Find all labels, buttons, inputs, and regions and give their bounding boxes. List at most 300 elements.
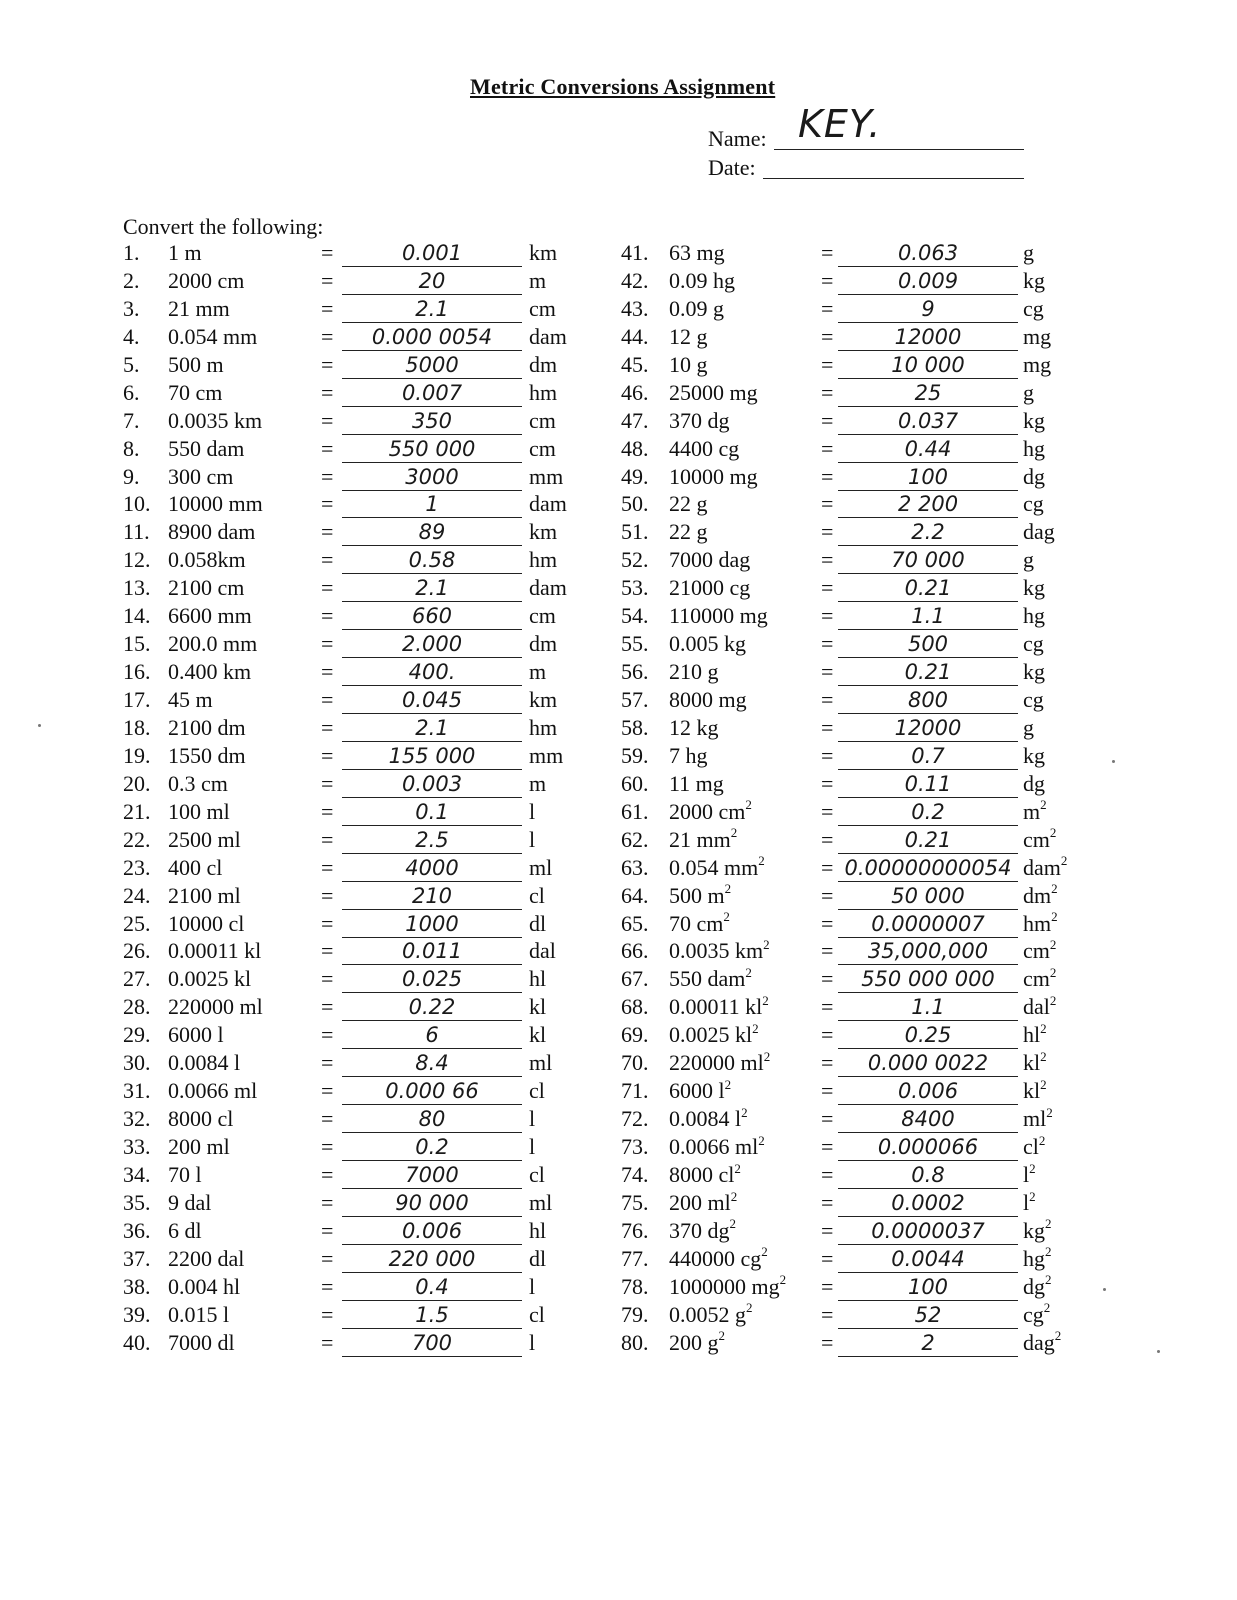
equals-sign: =: [821, 1134, 834, 1159]
target-unit-text: l: [529, 1273, 536, 1299]
problem-number: 35.: [123, 1189, 151, 1215]
problem-quantity: [669, 827, 737, 853]
problem-number: 79.: [621, 1301, 649, 1327]
target-unit-text: km: [529, 240, 558, 265]
problem-row: [621, 1134, 1081, 1162]
date-underline: [763, 178, 1024, 179]
problem-number: 11.: [123, 519, 150, 545]
equals-sign: =: [821, 1273, 834, 1299]
problem-quantity: [168, 547, 246, 573]
problem-quantity: [168, 408, 262, 434]
answer-blank: 0.21: [838, 827, 1018, 854]
problem-row: [123, 631, 583, 659]
target-unit-text: cm: [529, 435, 556, 461]
equals-sign: =: [321, 267, 334, 293]
problem-row: [123, 491, 583, 519]
problem-quantity: [168, 464, 233, 490]
equals-sign: =: [321, 798, 334, 824]
problem-quantity: [669, 1218, 736, 1244]
target-unit-text: ml: [529, 1189, 553, 1215]
answer-blank: 0.000066: [838, 1134, 1018, 1161]
problem-quantity-text: 400 cl: [168, 854, 223, 880]
problem-number: 50.: [621, 491, 649, 517]
target-unit: [529, 827, 535, 853]
target-unit: [1023, 1050, 1047, 1076]
problem-number: 1.: [123, 240, 140, 265]
target-unit-text: kg: [1023, 659, 1045, 685]
problem-quantity: [669, 631, 746, 657]
equals-sign: =: [821, 994, 834, 1020]
answer-blank: 550 000: [342, 436, 522, 463]
equals-sign: =: [821, 491, 834, 517]
equals-sign: =: [321, 435, 334, 461]
problem-quantity-text: 2100 dm: [168, 714, 246, 740]
problem-quantity-text: 500 m: [168, 351, 224, 377]
problem-row: [123, 966, 583, 994]
target-unit: [529, 771, 546, 797]
problem-row: [123, 1078, 583, 1106]
answer-blank: 0.000 0022: [838, 1050, 1018, 1077]
answer-blank: 0.001: [342, 240, 522, 267]
target-unit-text: hm: [529, 379, 558, 405]
problem-quantity: [669, 268, 735, 294]
answer-blank: 2: [838, 1330, 1018, 1357]
answer-blank: 0.037: [838, 408, 1018, 435]
problem-row: [123, 547, 583, 575]
problem-quantity: [669, 575, 750, 601]
problem-quantity: [669, 1302, 753, 1328]
problem-quantity: [168, 240, 202, 266]
problem-quantity: [168, 268, 244, 294]
problem-exponent: 2: [779, 1272, 787, 1288]
answer-blank: 9: [838, 296, 1018, 323]
equals-sign: =: [821, 854, 834, 880]
problem-number: 40.: [123, 1329, 151, 1355]
target-unit-text: hg: [1023, 1245, 1045, 1271]
equals-sign: =: [821, 1245, 834, 1271]
target-unit: [1023, 547, 1034, 573]
problem-quantity: [669, 547, 750, 573]
problem-row: [621, 659, 1081, 687]
equals-sign: =: [821, 295, 834, 321]
problem-exponent: 2: [729, 1216, 736, 1232]
target-unit: [529, 1106, 535, 1132]
problem-quantity: [669, 799, 752, 825]
problem-row: [621, 603, 1081, 631]
equals-sign: =: [821, 770, 834, 796]
problem-quantity-text: 0.00011 kl: [168, 938, 262, 964]
target-unit-text: mm: [529, 742, 564, 768]
equals-sign: =: [321, 407, 334, 433]
answer-blank: 8400: [838, 1106, 1018, 1133]
problem-row: [123, 268, 583, 296]
problem-quantity-text: 0.0084 l: [669, 1106, 742, 1132]
problem-quantity: [669, 1274, 786, 1300]
problem-row: [621, 1218, 1081, 1246]
problem-quantity-text: 8000 cl: [168, 1106, 234, 1132]
answer-blank: 1: [342, 491, 522, 518]
equals-sign: =: [821, 910, 834, 936]
target-unit-text: kg: [1023, 575, 1045, 601]
problem-quantity-text: 0.0025 kl: [168, 966, 252, 992]
problem-quantity: [669, 687, 747, 713]
left-column: [123, 240, 583, 1358]
problem-number: 54.: [621, 603, 649, 629]
problem-quantity-text: 220000 ml: [669, 1050, 764, 1076]
target-unit-text: l: [529, 798, 536, 824]
unit-exponent: 2: [1045, 1216, 1052, 1232]
equals-sign: =: [821, 1217, 834, 1243]
problem-number: 74.: [621, 1161, 649, 1187]
equals-sign: =: [821, 379, 834, 405]
problem-number: 17.: [123, 687, 151, 712]
equals-sign: =: [321, 1050, 334, 1076]
problem-quantity-text: 1550 dm: [168, 742, 246, 768]
problem-quantity: [168, 575, 244, 601]
problem-row: [621, 631, 1081, 659]
target-unit: [529, 1330, 535, 1356]
answer-blank: 20: [342, 268, 522, 295]
target-unit-text: cl: [529, 1301, 545, 1327]
problem-quantity-text: 12 kg: [669, 714, 719, 740]
target-unit-text: l: [1023, 1161, 1030, 1187]
target-unit: [1023, 827, 1056, 853]
problem-quantity-text: 0.058km: [168, 547, 246, 573]
answer-blank: 220 000: [342, 1246, 522, 1273]
problem-quantity-text: 0.004 hl: [168, 1273, 241, 1299]
target-unit-text: dg: [1023, 770, 1045, 796]
problem-quantity-text: 6000 l: [168, 1022, 224, 1048]
target-unit-text: m: [1023, 798, 1041, 824]
target-unit-text: cm: [529, 603, 556, 629]
equals-sign: =: [321, 491, 334, 517]
problem-quantity-text: 10000 cl: [168, 910, 245, 936]
problem-number: 29.: [123, 1022, 151, 1048]
date-label: Date:: [708, 155, 756, 180]
target-unit-text: cg: [1023, 491, 1044, 517]
problem-row: [621, 799, 1081, 827]
answer-blank: 0.8: [838, 1162, 1018, 1189]
answer-blank: 12000: [838, 324, 1018, 351]
equals-sign: =: [821, 687, 834, 712]
target-unit-text: g: [1023, 547, 1034, 573]
problem-number: 32.: [123, 1106, 151, 1132]
problem-number: 78.: [621, 1273, 649, 1299]
problem-quantity-text: 4400 cg: [669, 435, 740, 461]
problem-quantity-text: 200.0 mm: [168, 631, 258, 657]
target-unit: [1023, 1218, 1052, 1244]
answer-blank: 0.063: [838, 240, 1018, 267]
problem-exponent: 2: [745, 797, 752, 813]
problem-number: 55.: [621, 631, 649, 657]
equals-sign: =: [321, 1161, 334, 1187]
answer-blank: 8.4: [342, 1050, 522, 1077]
problem-quantity-text: 0.00011 kl: [669, 994, 763, 1020]
answer-blank: 89: [342, 519, 522, 546]
problem-number: 42.: [621, 267, 649, 293]
unit-exponent: 2: [1040, 1076, 1047, 1092]
problem-number: 71.: [621, 1078, 649, 1104]
problem-row: [621, 715, 1081, 743]
answer-blank: 0.00000000054: [838, 855, 1018, 882]
problem-quantity: [669, 1106, 748, 1132]
problem-number: 46.: [621, 379, 649, 405]
problem-number: 41.: [621, 240, 649, 265]
problem-row: [123, 994, 583, 1022]
target-unit: [529, 1050, 552, 1076]
problem-number: 26.: [123, 938, 151, 964]
problem-quantity: [168, 491, 263, 517]
equals-sign: =: [321, 742, 334, 768]
target-unit-text: l: [529, 1106, 536, 1132]
problem-quantity-text: 6600 mm: [168, 603, 252, 629]
problem-number: 80.: [621, 1329, 649, 1355]
equals-sign: =: [821, 547, 834, 573]
target-unit: [1023, 1246, 1052, 1272]
answer-blank: 0.4: [342, 1274, 522, 1301]
equals-sign: =: [821, 575, 834, 601]
problem-row: [123, 771, 583, 799]
answer-blank: 52: [838, 1302, 1018, 1329]
equals-sign: =: [321, 966, 334, 992]
problem-quantity: [669, 1246, 768, 1272]
problem-quantity-text: 6000 l: [669, 1078, 725, 1104]
problem-quantity-text: 0.015 l: [168, 1301, 230, 1327]
problem-quantity: [168, 715, 246, 741]
problem-quantity: [669, 240, 725, 266]
problem-quantity: [168, 1078, 257, 1104]
target-unit: [529, 687, 557, 713]
problem-quantity: [168, 1274, 240, 1300]
problem-row: [123, 352, 583, 380]
problem-quantity-text: 2100 ml: [168, 882, 241, 908]
target-unit: [529, 631, 557, 657]
target-unit-text: cm: [1023, 966, 1050, 992]
target-unit-text: g: [1023, 240, 1034, 265]
target-unit: [1023, 268, 1045, 294]
target-unit: [529, 1302, 545, 1328]
problem-quantity-text: 110000 mg: [669, 603, 768, 629]
problem-quantity-text: 0.0052 g: [669, 1301, 746, 1327]
problem-quantity-text: 63 mg: [669, 240, 725, 265]
equals-sign: =: [821, 1050, 834, 1076]
answer-blank: 0.007: [342, 380, 522, 407]
target-unit-text: kg: [1023, 407, 1045, 433]
target-unit: [1023, 491, 1044, 517]
target-unit: [529, 994, 546, 1020]
problem-number: 15.: [123, 631, 151, 657]
answer-blank: 1.1: [838, 994, 1018, 1021]
equals-sign: =: [321, 882, 334, 908]
problem-quantity-text: 550 dam: [168, 435, 245, 461]
problem-quantity-text: 2000 cm: [168, 267, 245, 293]
problem-row: [621, 883, 1081, 911]
name-value: KEY.: [798, 102, 882, 146]
problem-number: 43.: [621, 295, 649, 321]
target-unit-text: kg: [1023, 1217, 1045, 1243]
problem-row: [123, 324, 583, 352]
problem-number: 53.: [621, 575, 649, 601]
problem-number: 19.: [123, 742, 151, 768]
answer-blank: 2.1: [342, 296, 522, 323]
target-unit: [529, 1274, 535, 1300]
equals-sign: =: [321, 1245, 334, 1271]
problem-number: 2.: [123, 267, 140, 293]
problem-quantity: [168, 659, 251, 685]
problem-number: 77.: [621, 1245, 649, 1271]
problem-quantity-text: 500 m: [669, 882, 725, 908]
problem-quantity-text: 22 g: [669, 491, 708, 517]
target-unit-text: kl: [529, 1022, 547, 1048]
target-unit: [529, 1078, 545, 1104]
problem-quantity: [168, 1134, 230, 1160]
problem-quantity: [168, 631, 257, 657]
answer-blank: 550 000 000: [838, 966, 1018, 993]
problem-quantity-text: 10000 mm: [168, 491, 263, 517]
problem-row: [621, 352, 1081, 380]
problem-quantity: [168, 436, 244, 462]
problem-row: [621, 1246, 1081, 1274]
problem-quantity: [168, 380, 222, 406]
problem-exponent: 2: [724, 1076, 732, 1092]
target-unit: [1023, 771, 1045, 797]
equals-sign: =: [821, 1078, 834, 1104]
unit-exponent: 2: [1049, 937, 1057, 953]
answer-blank: 0.025: [342, 966, 522, 993]
target-unit: [529, 575, 567, 601]
answer-blank: 0.0000007: [838, 911, 1018, 938]
problem-quantity-text: 0.0035 km: [168, 407, 263, 433]
problem-exponent: 2: [762, 992, 769, 1008]
problem-exponent: 2: [763, 1048, 771, 1064]
answer-blank: 0.009: [838, 268, 1018, 295]
target-unit-text: cl: [1023, 1134, 1039, 1159]
target-unit: [529, 1246, 546, 1272]
problem-row: [123, 855, 583, 883]
problem-row: [123, 240, 583, 268]
target-unit: [1023, 1190, 1036, 1216]
answer-blank: 0.0002: [838, 1190, 1018, 1217]
equals-sign: =: [821, 966, 834, 992]
answer-blank: 0.1: [342, 799, 522, 826]
problem-number: 62.: [621, 826, 649, 852]
problem-row: [123, 603, 583, 631]
equals-sign: =: [321, 1106, 334, 1132]
target-unit-text: hl: [529, 1217, 547, 1243]
target-unit-text: kl: [529, 994, 547, 1020]
target-unit-text: cg: [1023, 631, 1044, 657]
target-unit-text: ml: [529, 1050, 553, 1076]
problem-quantity: [168, 1218, 202, 1244]
target-unit-text: dl: [529, 910, 547, 936]
target-unit-text: l: [529, 826, 536, 852]
problem-row: [621, 771, 1081, 799]
equals-sign: =: [821, 519, 834, 545]
problem-quantity: [669, 883, 731, 909]
problem-quantity: [168, 1302, 229, 1328]
problem-row: [123, 1050, 583, 1078]
problem-quantity: [168, 771, 228, 797]
target-unit: [1023, 966, 1056, 992]
problem-quantity: [669, 771, 724, 797]
answer-blank: 0.006: [342, 1218, 522, 1245]
target-unit-text: cl: [529, 882, 545, 908]
answer-blank: 800: [838, 687, 1018, 714]
equals-sign: =: [321, 295, 334, 321]
equals-sign: =: [821, 1106, 834, 1132]
date-field: [708, 155, 756, 181]
problem-number: 68.: [621, 994, 649, 1020]
equals-sign: =: [321, 770, 334, 796]
equals-sign: =: [321, 323, 334, 349]
equals-sign: =: [821, 1329, 834, 1355]
problem-quantity-text: 25000 mg: [669, 379, 758, 405]
problem-quantity-text: 21 mm: [168, 295, 230, 321]
problem-quantity-text: 0.005 kg: [669, 631, 746, 657]
problem-row: [123, 687, 583, 715]
target-unit: [1023, 575, 1045, 601]
equals-sign: =: [821, 1189, 834, 1215]
equals-sign: =: [821, 323, 834, 349]
target-unit-text: hl: [1023, 1022, 1041, 1048]
unit-exponent: 2: [1045, 1272, 1052, 1288]
problem-number: 20.: [123, 770, 151, 796]
problem-quantity: [669, 743, 708, 769]
target-unit-text: cg: [1023, 1301, 1044, 1327]
problem-row: [621, 1022, 1081, 1050]
problem-quantity-text: 550 dam: [669, 966, 746, 992]
target-unit: [529, 1162, 545, 1188]
problem-row: [123, 659, 583, 687]
answer-blank: 80: [342, 1106, 522, 1133]
target-unit-text: dl: [529, 1245, 547, 1271]
problem-quantity-text: 2200 dal: [168, 1245, 245, 1271]
target-unit: [1023, 938, 1056, 964]
equals-sign: =: [321, 1134, 334, 1159]
problem-exponent: 2: [758, 1132, 765, 1148]
problem-quantity: [168, 519, 255, 545]
problem-quantity-text: 12 g: [669, 323, 708, 349]
problem-quantity: [669, 659, 719, 685]
problem-quantity-text: 200 ml: [168, 1134, 230, 1159]
problem-row: [621, 855, 1081, 883]
problem-number: 12.: [123, 547, 151, 573]
target-unit-text: ml: [1023, 1106, 1047, 1132]
equals-sign: =: [321, 994, 334, 1020]
target-unit-text: mg: [1023, 323, 1052, 349]
problem-quantity-text: 0.0066 ml: [168, 1078, 258, 1104]
answer-blank: 0.2: [838, 799, 1018, 826]
target-unit: [529, 1134, 535, 1160]
problem-row: [123, 1218, 583, 1246]
problem-row: [621, 1274, 1081, 1302]
unit-exponent: 2: [1040, 1020, 1047, 1036]
problem-row: [621, 380, 1081, 408]
equals-sign: =: [321, 379, 334, 405]
problem-quantity-text: 0.09 g: [669, 295, 724, 321]
problem-number: 64.: [621, 882, 649, 908]
answer-blank: 70 000: [838, 547, 1018, 574]
problem-number: 60.: [621, 770, 649, 796]
target-unit-text: g: [1023, 379, 1034, 405]
target-unit: [1023, 296, 1044, 322]
problem-number: 3.: [123, 295, 140, 321]
target-unit-text: dam: [529, 575, 567, 601]
answer-blank: 50 000: [838, 883, 1018, 910]
problem-quantity-text: 21 mm: [669, 826, 731, 852]
target-unit: [1023, 631, 1044, 657]
unit-exponent: 2: [1040, 797, 1047, 813]
